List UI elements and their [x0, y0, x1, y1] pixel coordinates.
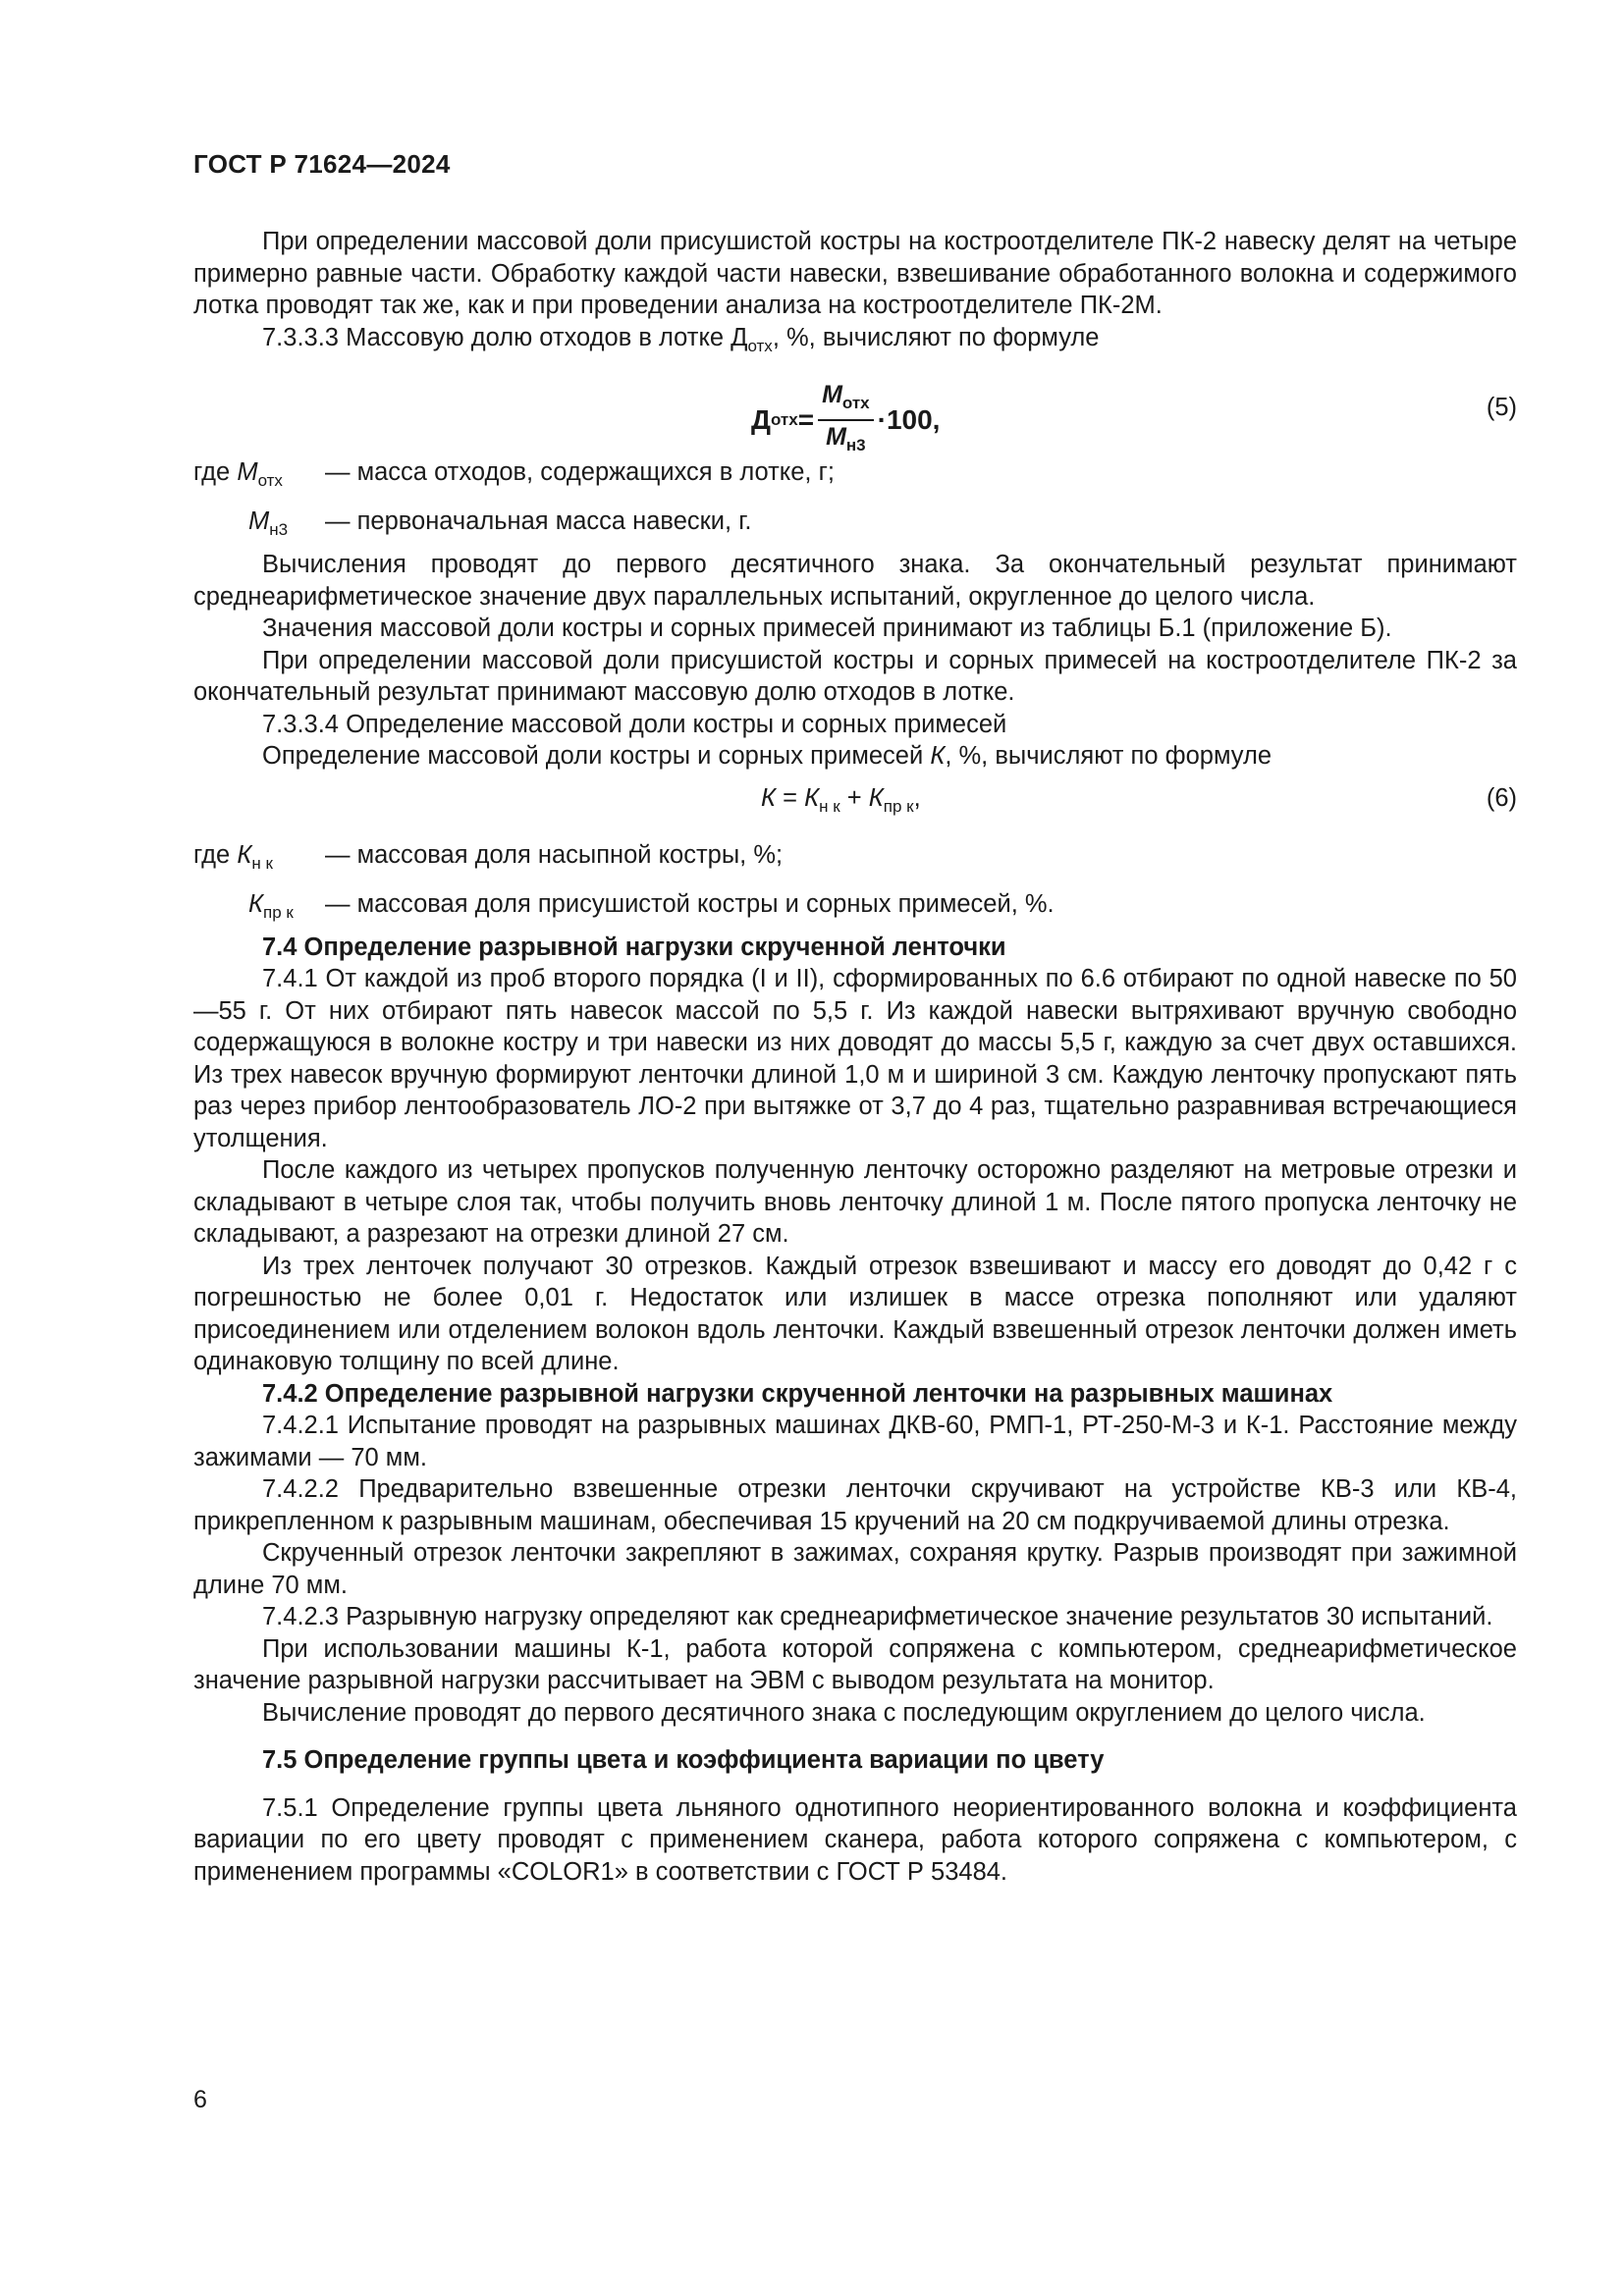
- formula-6: [193, 776, 1517, 829]
- heading-7-4-2: 7.4.2 Определение разрывной нагрузки скрученной ленточки на разрывных машинах: [262, 1379, 1333, 1408]
- paragraph: Скрученный отрезок ленточки закрепляют в зажимах, сохраняя крутку. Разрыв производят при зажимной длине 70 мм.: [193, 1539, 1517, 1599]
- formula-5-expression: Д отх = $\frac{М_{отх}}{М_{н3}}$ ·100,: [751, 380, 940, 460]
- paragraph: При использовании машины К-1, работа которой сопряжена с компьютером, среднеарифметическое значение разрывной нагрузки рассчитывает на ЭВМ с выводом результата на монитор.: [193, 1634, 1517, 1694]
- paragraph-7-4-1: 7.4.1 От каждой из проб второго порядка (I и II), сформированных по 6.6 отбирают по одной навеске по 50—55 г. От них отбирают пять навесок массой по 5,5 г. Из каждой навески вытряхивают вручную свободно содержащуюся в волокне костру и три навески из них доводят до массы 5,5 г, каждую за счет двух оставшихся. Из трех навесок вручную формируют ленточки длиной 1,0 м и шириной 3 см. Каждую ленточку пропускают пять раз через прибор лентообразователь ЛО-2 при вытяжке от 3,7 до 4 раз, тщательно разравнивая встречающиеся утолщения.: [193, 965, 1517, 1152]
- paragraph: Вычисление проводят до первого десятичного знака с последующим округлением до целого числа.: [262, 1698, 1426, 1727]
- paragraph-7-3-3-3: 7.3.3.3 Массовую долю отходов в лотке $Д_{отх}$, %, вычисляют по формуле: [262, 323, 1100, 355]
- where-clause-6-line-2: $К_{пр к}$ — массовая доля присушистой костры и сорных примесей, %.: [248, 889, 1055, 922]
- paragraph-7-4-2-3: 7.4.2.3 Разрывную нагрузку определяют как среднеарифметическое значение результатов 30 испытаний.: [262, 1603, 1493, 1630]
- formula-6-number: (6): [1486, 783, 1517, 812]
- paragraph-7-4-2-1: 7.4.2.1 Испытание проводят на разрывных машинах ДКВ-60, РМП-1, РТ-250-М-3 и К-1. Расстояние между зажимами — 70 мм.: [193, 1412, 1517, 1471]
- paragraph: Определение массовой доли костры и сорных примесей К, %, вычисляют по формуле: [262, 742, 1272, 770]
- where-clause-6-line-1: где $К_{н к}$ — массовая доля насыпной костры, %;: [193, 840, 784, 873]
- page-number: 6: [193, 2086, 207, 2113]
- document-body: [193, 226, 1517, 1888]
- paragraph-7-4-2-2: 7.4.2.2 Предварительно взвешенные отрезки ленточки скручивают на устройстве КВ-3 или КВ-4, прикрепленном к разрывным машинам, обеспечивая 15 кручений на 20 см подкручиваемой длины отрезка.: [193, 1475, 1517, 1535]
- formula-6-expression: $К = К_{н к} + К_{пр к}$,: [761, 783, 921, 816]
- paragraph-7-5-1: 7.5.1 Определение группы цвета льняного однотипного неориентированного волокна и коэффициента вариации по его цвету проводят с применением сканера, работа которого сопряжена с компьютером, с применением программы «COLOR1» в соответствии с ГОСТ Р 53484.: [193, 1793, 1517, 1886]
- heading-7-5: 7.5 Определение группы цвета и коэффициента вариации по цвету: [262, 1746, 1105, 1774]
- where-clause-5-line-2: $М_{н3}$ — первоначальная масса навески, г.: [248, 507, 752, 539]
- heading-7-4: 7.4 Определение разрывной нагрузки скрученной ленточки: [262, 933, 1006, 961]
- paragraph-7-3-3-4: 7.3.3.4 Определение массовой доли костры и сорных примесей: [262, 710, 1007, 738]
- formula-5-number: (5): [1486, 394, 1517, 421]
- paragraph: Из трех ленточек получают 30 отрезков. Каждый отрезок взвешивают и массу его доводят до 0,42 г с погрешностью не более 0,01 г. Недостаток или излишек в массе отрезка пополняют или удаляют присоединением или отделением волокон вдоль ленточки. Каждый взвешенный отрезок ленточки должен иметь одинаковую толщину по всей длине.: [193, 1252, 1517, 1375]
- paragraph: Значения массовой доли костры и сорных примесей принимают из таблицы Б.1 (приложение Б).: [262, 614, 1392, 642]
- paragraph: При определении массовой доли присушистой костры и сорных примесей на костроотделителе ПК-2 за окончательный результат принимают массовую долю отходов в лотке.: [193, 646, 1517, 706]
- paragraph: После каждого из четырех пропусков полученную ленточку осторожно разделяют на метровые отрезки и складывают в четыре слоя так, чтобы получить вновь ленточку длиной 1 м. После пятого пропуска ленточку не складывают, а разрезают на отрезки длиной 27 см.: [193, 1156, 1517, 1248]
- fraction: $\frac{М_{отх}}{М_{н3}}$: [818, 380, 874, 460]
- formula-5: [193, 368, 1517, 454]
- where-clause-5-line-1: где $М_{отх}$ — масса отходов, содержащихся в лотке, г;: [193, 458, 835, 490]
- paragraph: Вычисления проводят до первого десятичного знака. За окончательный результат принимают среднеарифметическое значение двух параллельных испытаний, округленное до целого числа.: [193, 551, 1517, 611]
- document-header: ГОСТ Р 71624—2024: [193, 149, 451, 179]
- paragraph: При определении массовой доли присушистой костры на костроотделителе ПК-2 навеску делят на четыре примерно равные части. Обработку каждой части навески, взвешивание обработанного волокна и содержимого лотка проводят так же, как и при проведении анализа на костроотделителе ПК-2М.: [193, 228, 1517, 319]
